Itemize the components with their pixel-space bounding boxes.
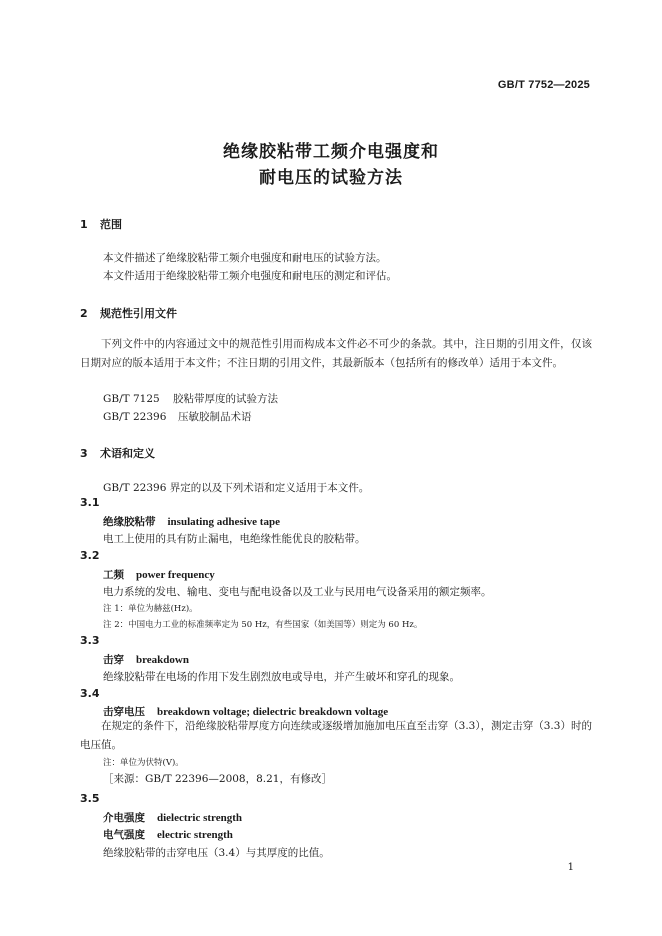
reference-code: GB/T 7125 (103, 393, 160, 405)
section-2-heading (80, 305, 177, 321)
source-citation: ［来源：GB/T 22396—2008，8.21，有修改］ (103, 773, 332, 785)
term-zh: 击穿 (103, 654, 124, 666)
term-definition: 绝缘胶粘带的击穿电压（3.4）与其厚度的比值。 (103, 847, 330, 859)
term-en: dielectric strength (157, 812, 243, 824)
term-en: electric strength (157, 829, 233, 841)
term-name-alt (103, 827, 233, 842)
page-number: 1 (567, 862, 574, 873)
term-en: breakdown (136, 654, 189, 666)
section-number: 2 (80, 307, 88, 320)
term-zh: 绝缘胶粘带 (103, 516, 156, 528)
paragraph: GB/T 22396 界定的以及下列术语和定义适用于本文件。 (103, 482, 370, 494)
reference-title: 胶粘带厚度的试验方法 (173, 393, 278, 405)
term-definition: 绝缘胶粘带在电场的作用下发生剧烈放电或导电，并产生破坏和穿孔的现象。 (103, 671, 460, 683)
note: 注：单位为伏特(V)。 (103, 758, 184, 768)
term-en: insulating adhesive tape (167, 516, 280, 528)
note: 注 2：中国电力工业的标准频率定为 50 Hz，有些国家（如美国等）则定为 60 Hz。 (103, 620, 423, 630)
term-name (103, 514, 280, 529)
document-title-line2: 耐电压的试验方法 (259, 168, 403, 188)
reference-item (103, 391, 278, 406)
section-title: 规范性引用文件 (100, 307, 177, 320)
standard-number: GB/T 7752—2025 (497, 79, 590, 91)
term-definition: 电工上使用的具有防止漏电，电绝缘性能优良的胶粘带。 (103, 533, 366, 545)
document-title-line1: 绝缘胶粘带工频介电强度和 (223, 142, 439, 162)
reference-item (103, 409, 252, 424)
term-name (103, 810, 242, 825)
paragraph: 下列文件中的内容通过文中的规范性引用而构成本文件必不可少的条款。其中，注日期的引用文件，仅该日期对应的版本适用于本文件；不注日期的引用文件，其最新版本（包括所有的修改单）适用于本文件。 (80, 338, 592, 369)
reference-code: GB/T 22396 (103, 411, 167, 423)
term-number: 3.1 (80, 496, 100, 509)
term-en: breakdown voltage; dielectric breakdown voltage (157, 706, 389, 718)
term-zh: 电气强度 (103, 829, 145, 841)
term-number: 3.5 (80, 792, 100, 805)
term-number: 3.2 (80, 549, 100, 562)
paragraph: 本文件适用于绝缘胶粘带工频介电强度和耐电压的测定和评估。 (103, 270, 397, 282)
section-title: 术语和定义 (100, 447, 155, 460)
term-number: 3.3 (80, 634, 100, 647)
term-definition: 在规定的条件下，沿绝缘胶粘带厚度方向连续或逐级增加施加电压直至击穿（3.3），测定击穿（3.3）时的电压值。 (80, 720, 592, 751)
term-en: power frequency (136, 569, 215, 581)
section-number: 1 (80, 218, 88, 231)
section-number: 3 (80, 447, 88, 460)
term-zh: 介电强度 (103, 812, 145, 824)
term-name (103, 652, 189, 667)
term-number: 3.4 (80, 687, 100, 700)
paragraph: 本文件描述了绝缘胶粘带工频介电强度和耐电压的试验方法。 (103, 252, 387, 264)
section-3-heading (80, 445, 155, 461)
note: 注 1：单位为赫兹(Hz)。 (103, 604, 198, 614)
term-zh: 工频 (103, 569, 124, 581)
term-definition: 电力系统的发电、输电、变电与配电设备以及工业与民用电气设备采用的额定频率。 (103, 586, 492, 598)
term-zh: 击穿电压 (103, 706, 145, 718)
section-title: 范围 (100, 218, 122, 231)
reference-title: 压敏胶制品术语 (178, 411, 252, 423)
term-name (103, 567, 215, 582)
section-1-heading (80, 216, 122, 232)
